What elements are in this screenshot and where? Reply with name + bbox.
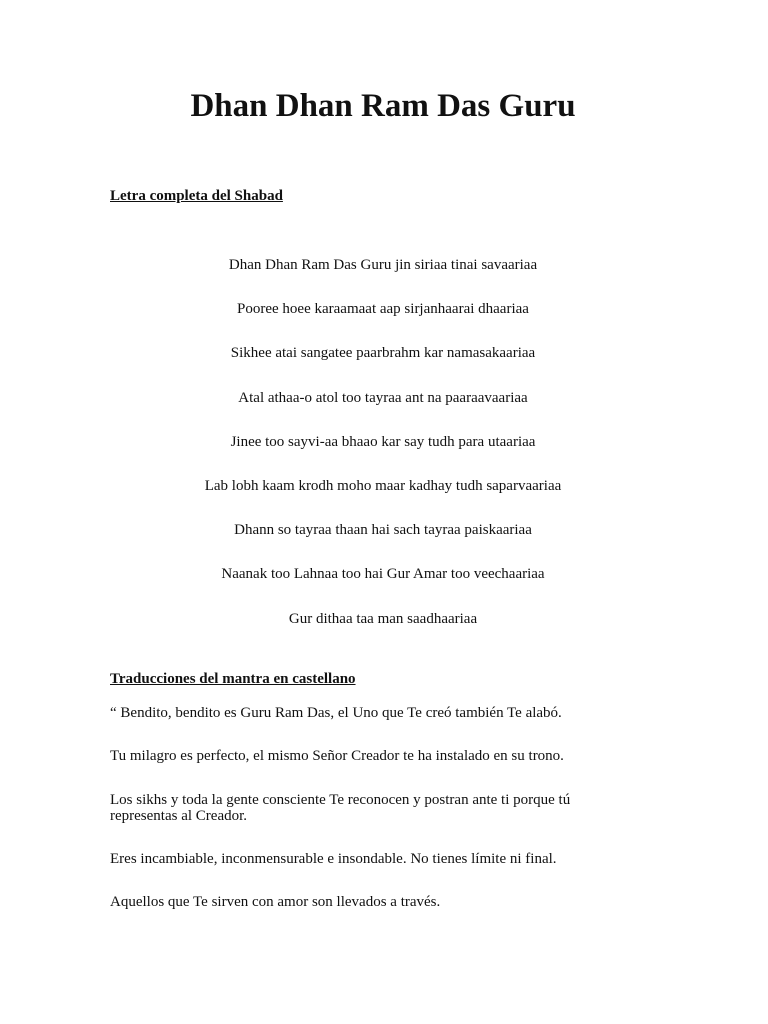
verse-line: Naanak too Lahnaa too hai Gur Amar too veechaariaa (221, 566, 545, 583)
translation-paragraph: Aquellos que Te sirven con amor son llevados a través. (110, 894, 441, 910)
verse-line: Dhann so tayraa thaan hai sach tayraa paiskaariaa (234, 522, 532, 539)
verse-line: Atal athaa-o atol too tayraa ant na paaraavaariaa (238, 389, 528, 406)
lyrics-heading: Letra completa del Shabad (110, 188, 283, 204)
translations-heading: Traducciones del mantra en castellano (110, 671, 356, 687)
document-title: Dhan Dhan Ram Das Guru (190, 88, 576, 124)
translation-paragraph: Eres incambiable, inconmensurable e insondable. No tienes límite ni final. (110, 851, 557, 867)
verse-line: Sikhee atai sangatee paarbrahm kar namasakaariaa (230, 345, 536, 362)
verse-line: Gur dithaa taa man saadhaariaa (288, 610, 478, 627)
verse-line: Pooree hoee karaamaat aap sirjanhaarai dhaariaa (237, 301, 529, 318)
verse-line: Lab lobh kaam krodh moho maar kadhay tudh saparvaariaa (204, 477, 562, 494)
translation-paragraph: Tu milagro es perfecto, el mismo Señor Creador te ha instalado en su trono. (110, 748, 564, 764)
translation-paragraph: “ Bendito, bendito es Guru Ram Das, el Uno que Te creó también Te alabó. (110, 705, 562, 721)
translation-list (110, 705, 610, 937)
verse-list (0, 256, 766, 654)
translation-paragraph: Los sikhs y toda la gente consciente Te reconocen y postran ante ti porque tú representas al Creador. (110, 792, 571, 824)
verse-line: Jinee too sayvi-aa bhaao kar say tudh para utaariaa (230, 433, 536, 450)
verse-line: Dhan Dhan Ram Das Guru jin siriaa tinai savaariaa (228, 257, 538, 273)
